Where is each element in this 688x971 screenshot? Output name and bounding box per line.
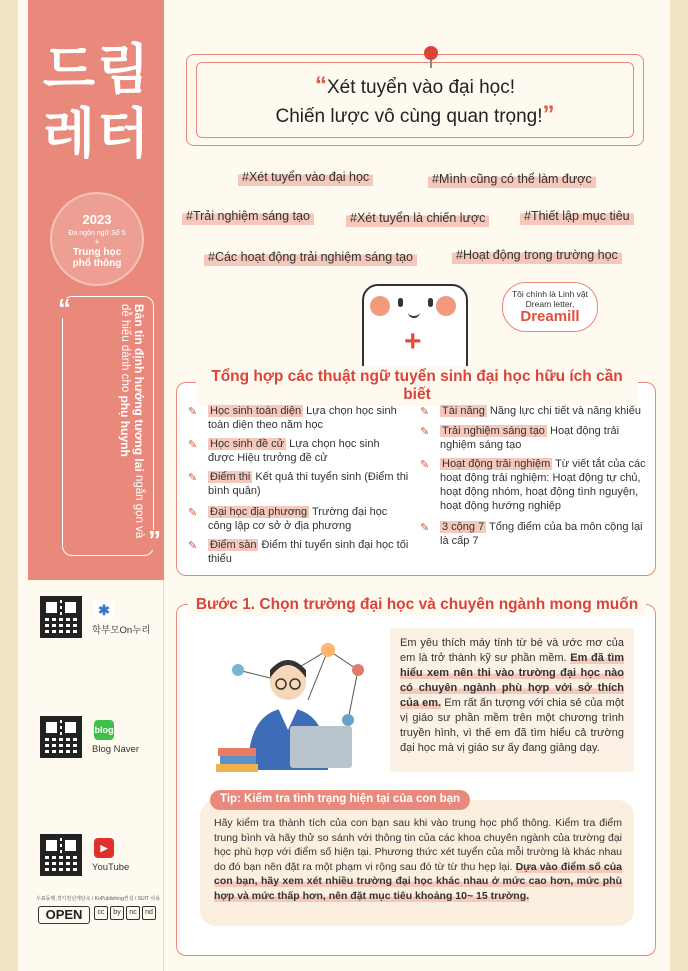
term-key: Đại học địa phương bbox=[210, 506, 308, 518]
term-desc: Hoạt động trải nghiệm sáng tạo bbox=[440, 425, 620, 451]
plus-icon: + bbox=[404, 325, 422, 358]
term-item bbox=[188, 538, 414, 566]
mascot-intro: Tôi chính là Linh vật Dream letter, bbox=[511, 289, 589, 309]
term-desc: Năng lực chi tiết và năng khiếu bbox=[486, 405, 641, 417]
font-credit: 우표동행,경기천년재단소 / KoPublishing컨설 / SUIT 사용 bbox=[36, 896, 161, 902]
book bbox=[216, 764, 258, 772]
cc-icon: cc bbox=[94, 906, 108, 920]
pencil-icon: ✎ bbox=[188, 540, 198, 552]
story-part-2: Em rất ấn tượng với chia sẻ của một vị giáo sư phần mềm trên một chương trình truyền hình, vì thế em đã tìm hiểu cả trường đại học mà vị giáo sư ấy đang giảng dạy. bbox=[400, 697, 624, 754]
qr-code-blog[interactable] bbox=[40, 716, 82, 758]
pencil-icon: ✎ bbox=[420, 406, 430, 418]
hashtag: #Mình cũng có thể làm được bbox=[428, 170, 596, 188]
tagline-rest: ngắn gọn và dễ hiểu dành cho bbox=[119, 304, 145, 539]
term-key: Học sinh đề cử bbox=[210, 438, 285, 450]
logo-line-2: 레터 bbox=[42, 102, 152, 165]
book bbox=[218, 748, 256, 756]
student-story bbox=[390, 628, 634, 772]
term-item bbox=[420, 520, 646, 548]
hashtag: #Xét tuyển là chiến lược bbox=[346, 209, 489, 227]
tip-highlight: Dựa vào điểm số của con bạn, hãy xem xét nhiều trường đại học khác nhau ở mức cao hơn, mức phù hợp và mức thấp hơn, nên đặt mục tiêu khoảng 10~ 15 trường. bbox=[214, 860, 622, 902]
edition-year: 2023 bbox=[82, 212, 112, 227]
hashtag: #Xét tuyển vào đại học bbox=[238, 168, 373, 186]
student-laptop-illustration bbox=[208, 630, 378, 780]
mascot-speech-bubble bbox=[502, 282, 598, 332]
term-item bbox=[188, 470, 418, 498]
mascot-eye-right bbox=[428, 298, 433, 307]
term-item bbox=[420, 457, 650, 513]
term-key: Hoạt động trải nghiệm bbox=[442, 458, 551, 470]
pencil-icon: ✎ bbox=[188, 507, 198, 519]
edition-school: Trung học phổ thông bbox=[72, 247, 122, 269]
tip-text: Hãy kiểm tra thành tích của con bạn sau khi vào trung học phổ thông. Kiểm tra điểm trung bình và hãy thử so sánh với thông tin của các khoa chuyên ngành của trường đại học phù hợp với điểm số hiện tại. Phương thức xét tuyển của mỗi trường là khác nhau do đó bạn nên đặt ra một phạm vi rộng sau đó từ từ thu hẹp lại. bbox=[214, 817, 622, 873]
story-part-1: Em yêu thích máy tính từ bé và ước mơ của em là trở thành kỹ sư phần mềm. bbox=[400, 637, 624, 664]
edition-badge bbox=[50, 192, 144, 286]
tagline-quote-close: ” bbox=[148, 525, 161, 555]
laptop bbox=[290, 726, 352, 768]
term-key: Tài năng bbox=[442, 405, 485, 417]
hashtag: #Các hoạt động trải nghiệm sáng tạo bbox=[204, 248, 417, 266]
term-item bbox=[420, 424, 638, 452]
headline-line-1: Xét tuyển vào đại học! bbox=[326, 77, 515, 98]
pencil-icon: ✎ bbox=[420, 522, 430, 534]
cc-by-icon: by bbox=[110, 906, 124, 920]
step1-title: Bước 1. Chọn trường đại học và chuyên ngành mong muốn bbox=[188, 594, 646, 616]
term-desc: Điểm thi tuyển sinh đại học tối thiểu bbox=[208, 539, 409, 565]
edition-language: Đa ngôn ngữ Số 5 bbox=[68, 230, 126, 237]
sidebar bbox=[28, 0, 164, 580]
term-desc: Lựa chọn học sinh toàn diện theo năm học bbox=[208, 405, 397, 431]
hashtag: #Thiết lập mục tiêu bbox=[520, 207, 634, 225]
tagline-text bbox=[76, 304, 146, 548]
badge-plus: + bbox=[94, 237, 100, 247]
mascot-eye-left bbox=[398, 298, 403, 307]
pencil-icon: ✎ bbox=[188, 439, 198, 451]
term-desc: Lựa chọn học sinh được Hiệu trưởng đề cử bbox=[208, 438, 380, 464]
link-label-blog[interactable]: Blog Naver bbox=[92, 744, 139, 755]
term-desc: Trường đại học công lập cơ sở ở địa phương bbox=[208, 506, 388, 532]
term-key: Điểm thi bbox=[210, 471, 251, 483]
term-item bbox=[188, 404, 420, 432]
open-license-logo: OPEN bbox=[38, 906, 90, 924]
pencil-icon: ✎ bbox=[188, 406, 198, 418]
tip-label: Tip: Kiểm tra tình trạng hiện tại của con bạn bbox=[210, 790, 470, 810]
term-desc: Từ viết tắt của các hoạt động trải nghiệm: Hoạt động tự chủ, hoạt động nhóm, hoạt động tình nguyện, hoạt động hướng nghiệp bbox=[440, 458, 646, 512]
cc-nc-icon: nc bbox=[126, 906, 140, 920]
pencil-icon: ✎ bbox=[420, 459, 430, 471]
tagline-end: phụ huynh bbox=[118, 395, 132, 457]
network-node bbox=[352, 664, 364, 676]
qr-code-youtube[interactable] bbox=[40, 834, 82, 876]
pencil-icon: ✎ bbox=[188, 472, 198, 484]
term-key: Điểm sàn bbox=[210, 539, 257, 551]
term-item bbox=[188, 437, 408, 465]
term-key: Học sinh toàn diện bbox=[210, 405, 302, 417]
term-desc: Tổng điểm của ba môn cộng lại là cấp 7 bbox=[440, 521, 643, 547]
book bbox=[220, 756, 256, 764]
link-label-hakbumo[interactable]: 학부모On누리 bbox=[92, 625, 151, 636]
term-key: 3 cộng 7 bbox=[442, 521, 485, 533]
term-desc: Kết quả thi tuyển sinh (Điểm thi bình quân) bbox=[208, 471, 409, 497]
term-item bbox=[188, 505, 412, 533]
headline bbox=[196, 72, 634, 130]
tagline-strong: Bản tin định hướng tương lai bbox=[132, 304, 146, 472]
pushpin-icon bbox=[424, 46, 438, 60]
youtube-icon: ▶ bbox=[94, 838, 114, 858]
story-highlight: Em đã tìm hiểu xem nên thi vào trường đại học nào có chuyên ngành phù hợp với sở thích của em. bbox=[400, 652, 624, 709]
logo-line-1: 드림 bbox=[42, 38, 152, 101]
term-key: Trải nghiệm sáng tạo bbox=[442, 425, 545, 437]
pencil-icon: ✎ bbox=[420, 426, 430, 438]
mascot-cheek-right bbox=[436, 296, 456, 316]
cc-nd-icon: nd bbox=[142, 906, 156, 920]
terms-title: Tổng hợp các thuật ngữ tuyển sinh đại học hữu ích cần biết bbox=[196, 366, 638, 406]
mascot-cheek-left bbox=[370, 296, 390, 316]
network-node bbox=[321, 643, 335, 657]
headline-line-2: Chiến lược vô cùng quan trọng! bbox=[275, 106, 543, 127]
link-label-youtube[interactable]: YouTube bbox=[92, 862, 130, 873]
mascot-name: Dreamill bbox=[520, 308, 580, 325]
hakbumo-icon: ✱ bbox=[94, 600, 114, 620]
qr-code-hakbumo[interactable] bbox=[40, 596, 82, 638]
headline-quote-close: ” bbox=[542, 101, 555, 128]
blog-icon: blog bbox=[94, 720, 114, 740]
hashtag: #Hoạt động trong trường học bbox=[452, 246, 622, 264]
tagline-quote-open: “ bbox=[58, 293, 71, 323]
term-item bbox=[420, 404, 652, 418]
logo bbox=[42, 38, 152, 166]
tip-box bbox=[200, 800, 634, 926]
hashtag: #Trải nghiệm sáng tạo bbox=[182, 207, 314, 225]
headline-quote-open: “ bbox=[314, 72, 327, 99]
network-node bbox=[342, 714, 354, 726]
network-node bbox=[232, 664, 244, 676]
